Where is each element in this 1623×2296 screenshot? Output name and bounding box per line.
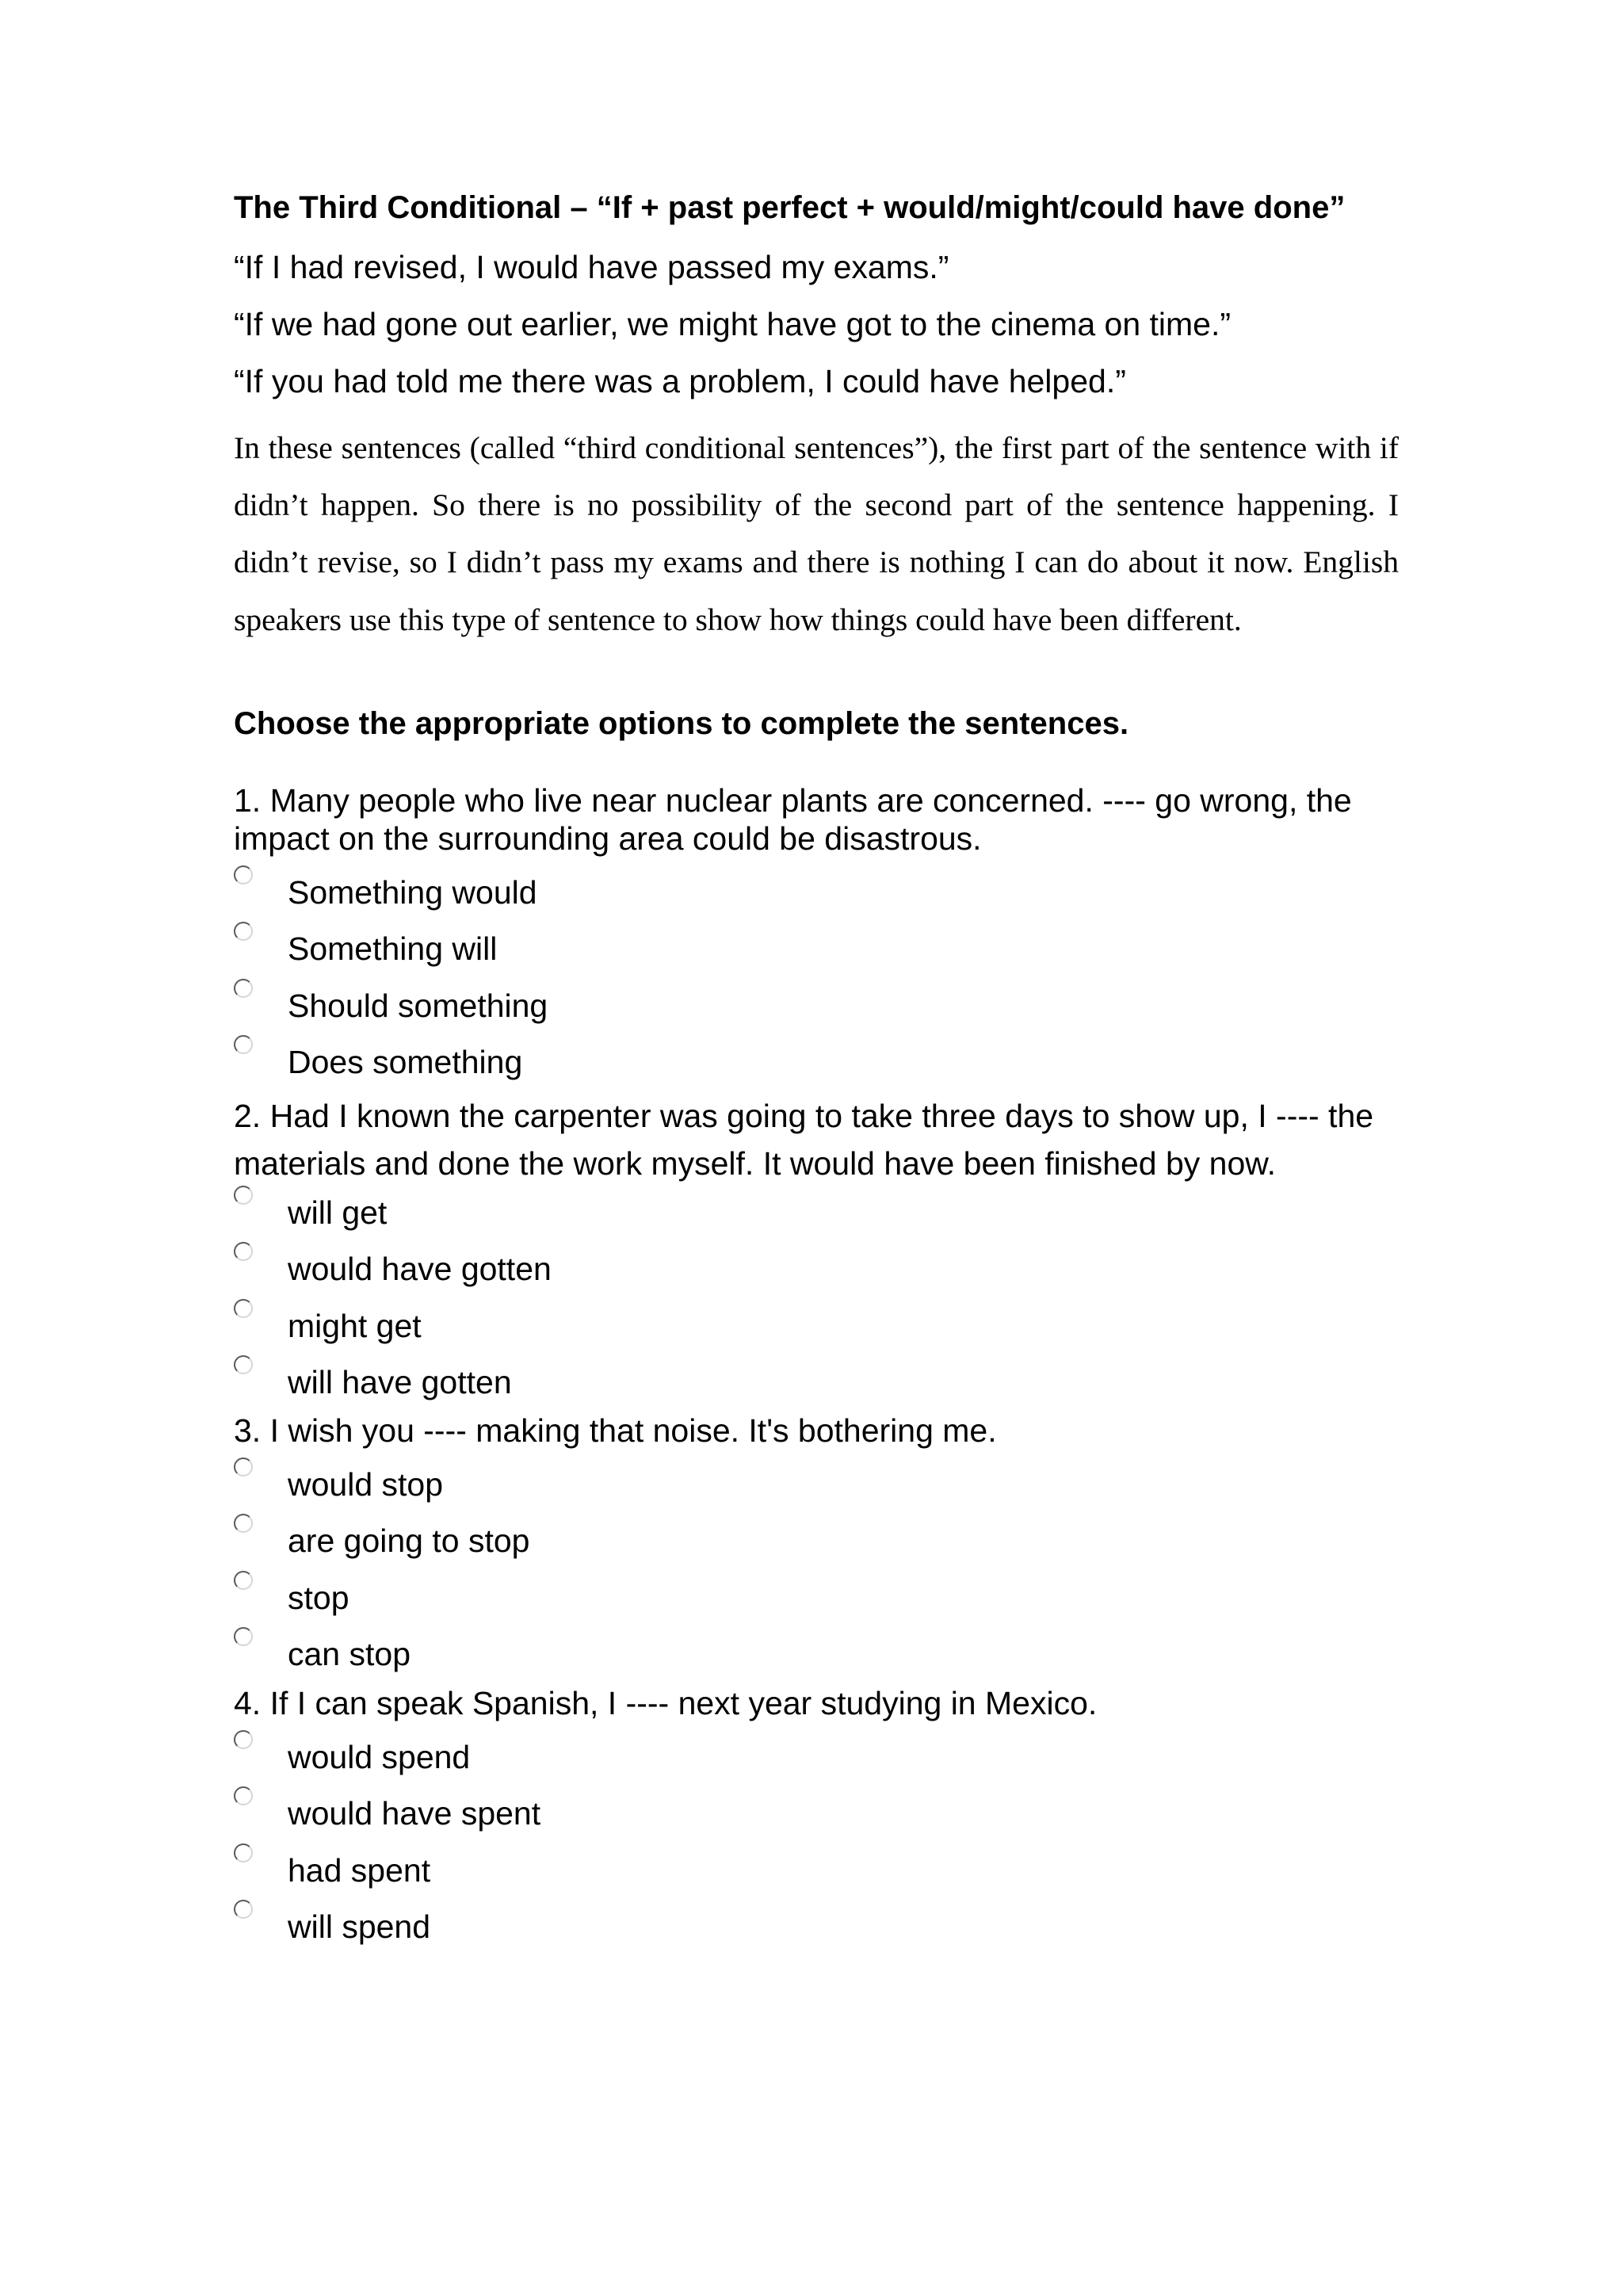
question-3-option-4[interactable] — [234, 1627, 947, 1675]
question-3-option-3[interactable] — [234, 1571, 947, 1618]
question-1-option-1[interactable] — [234, 865, 947, 913]
question-3-text: 3. I wish you ---- making that noise. It's bothering me. — [234, 1412, 997, 1449]
option-label: are going to stop — [288, 1522, 530, 1559]
explanation-paragraph: In these sentences (called “third conditional sentences”), the first part of the sentence with if didn’t happen. So there is no possibility of the second part of the sentence happening. I didn’t revise, so I didn’t pass my exams and there is nothing I can do about it now. English speakers use this type of sentence to show how things could have been different. — [234, 430, 1399, 637]
option-label: Does something — [288, 1044, 523, 1080]
question-4-option-4[interactable] — [234, 1900, 947, 1947]
radio-button-icon[interactable] — [234, 1299, 253, 1318]
option-label: would have gotten — [288, 1251, 552, 1287]
radio-button-icon[interactable] — [234, 1457, 253, 1477]
question-3-option-1[interactable] — [234, 1457, 947, 1505]
option-label: Something will — [288, 930, 498, 967]
option-label: will get — [288, 1194, 388, 1231]
question-1-option-2[interactable] — [234, 922, 947, 969]
radio-button-icon[interactable] — [234, 1571, 253, 1590]
radio-button-icon[interactable] — [234, 1843, 253, 1862]
radio-button-icon[interactable] — [234, 922, 253, 941]
radio-button-icon[interactable] — [234, 865, 253, 884]
question-2-text: 2. Had I known the carpenter was going to take three days to show up, I ---- the materials and done the work myself. It would have been finished by now. — [234, 1098, 1374, 1182]
example-sentence-1: “If I had revised, I would have passed my exams.” — [234, 249, 949, 285]
radio-button-icon[interactable] — [234, 1035, 253, 1054]
question-1-option-3[interactable] — [234, 979, 947, 1026]
option-label: would stop — [288, 1466, 444, 1503]
option-label: Something would — [288, 874, 537, 911]
question-4-option-1[interactable] — [234, 1730, 947, 1778]
question-4-option-2[interactable] — [234, 1786, 947, 1834]
option-label: would have spent — [288, 1795, 541, 1832]
radio-button-icon[interactable] — [234, 1242, 253, 1261]
page-title: The Third Conditional – “If + past perfect + would/might/could have done” — [234, 190, 1346, 225]
option-label: would spend — [288, 1739, 471, 1775]
example-sentence-2: “If we had gone out earlier, we might have got to the cinema on time.” — [234, 306, 1232, 342]
radio-button-icon[interactable] — [234, 1186, 253, 1205]
option-label: will have gotten — [288, 1364, 512, 1400]
question-2-option-1[interactable] — [234, 1186, 947, 1233]
question-4-option-3[interactable] — [234, 1843, 947, 1891]
question-3-option-2[interactable] — [234, 1514, 947, 1561]
example-sentence-3: “If you had told me there was a problem, I could have helped.” — [234, 363, 1126, 399]
radio-button-icon[interactable] — [234, 1355, 253, 1374]
question-1-text: 1. Many people who live near nuclear plants are concerned. ---- go wrong, the impact on the surrounding area could be disastrous. — [234, 782, 1352, 857]
radio-button-icon[interactable] — [234, 1900, 253, 1919]
exercise-instruction: Choose the appropriate options to complete the sentences. — [234, 706, 1129, 741]
radio-button-icon[interactable] — [234, 1730, 253, 1749]
radio-button-icon[interactable] — [234, 1786, 253, 1805]
question-2-option-3[interactable] — [234, 1299, 947, 1347]
radio-button-icon[interactable] — [234, 979, 253, 998]
option-label: Should something — [288, 988, 548, 1024]
question-2-option-2[interactable] — [234, 1242, 947, 1289]
radio-button-icon[interactable] — [234, 1627, 253, 1646]
question-2-option-4[interactable] — [234, 1355, 947, 1403]
option-label: had spent — [288, 1852, 431, 1889]
question-1-option-4[interactable] — [234, 1035, 947, 1083]
radio-button-icon[interactable] — [234, 1514, 253, 1533]
question-4-text: 4. If I can speak Spanish, I ---- next year studying in Mexico. — [234, 1685, 1098, 1721]
option-label: stop — [288, 1580, 349, 1616]
option-label: can stop — [288, 1636, 411, 1672]
option-label: will spend — [288, 1908, 431, 1945]
option-label: might get — [288, 1308, 422, 1344]
